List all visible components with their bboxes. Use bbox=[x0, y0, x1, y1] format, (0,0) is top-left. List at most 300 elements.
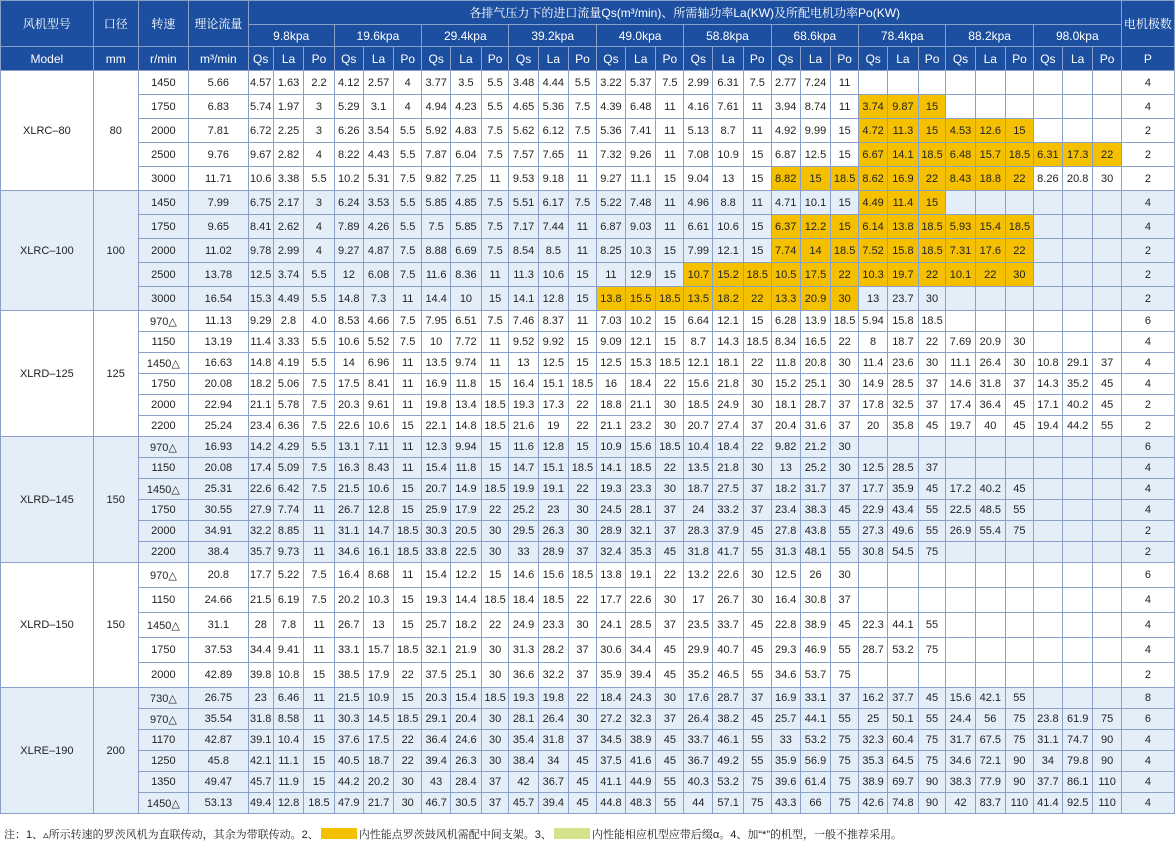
value-cell: 37.6 bbox=[334, 730, 363, 751]
value-cell bbox=[1006, 663, 1034, 688]
value-cell: 4.49 bbox=[273, 287, 303, 311]
value-cell: 53.7 bbox=[800, 663, 830, 688]
value-cell: 5.5 bbox=[304, 353, 334, 374]
value-cell: 18.5 bbox=[304, 793, 334, 814]
value-cell: 5.09 bbox=[273, 458, 303, 479]
value-cell: 14.1 bbox=[509, 287, 538, 311]
value-cell: 55 bbox=[1006, 688, 1034, 709]
value-cell: 23.6 bbox=[888, 353, 918, 374]
pole-cell: 4 bbox=[1121, 613, 1174, 638]
value-cell: 23.4 bbox=[771, 500, 800, 521]
value-cell bbox=[1006, 311, 1034, 332]
value-cell: 5.62 bbox=[509, 119, 538, 143]
speed-cell: 3000 bbox=[138, 167, 188, 191]
value-cell: 19.7 bbox=[946, 416, 975, 437]
value-cell: 15.7 bbox=[975, 143, 1005, 167]
flow-cell: 45.8 bbox=[189, 751, 249, 772]
value-cell bbox=[1033, 95, 1062, 119]
value-cell: 37 bbox=[656, 500, 684, 521]
value-cell: 6.19 bbox=[273, 588, 303, 613]
sub-header-la: La bbox=[538, 47, 568, 71]
value-cell: 31.1 bbox=[1033, 730, 1062, 751]
value-cell: 22 bbox=[1006, 167, 1034, 191]
value-cell: 9.67 bbox=[248, 143, 273, 167]
value-cell: 9.26 bbox=[626, 143, 656, 167]
value-cell: 30 bbox=[743, 588, 771, 613]
value-cell: 8.22 bbox=[334, 143, 363, 167]
pole-cell: 4 bbox=[1121, 588, 1174, 613]
value-cell: 6.31 bbox=[1033, 143, 1062, 167]
value-cell: 23.8 bbox=[1033, 709, 1062, 730]
value-cell: 20.9 bbox=[975, 332, 1005, 353]
pressure-header: 49.0kpa bbox=[596, 25, 683, 47]
value-cell: 7.69 bbox=[946, 332, 975, 353]
value-cell: 75 bbox=[918, 730, 946, 751]
pressure-header: 19.6kpa bbox=[334, 25, 421, 47]
sub-header-qs: Qs bbox=[248, 47, 273, 71]
value-cell: 6.26 bbox=[334, 119, 363, 143]
value-cell: 30 bbox=[656, 688, 684, 709]
value-cell: 29.9 bbox=[684, 638, 713, 663]
flow-cell: 6.83 bbox=[189, 95, 249, 119]
value-cell: 75 bbox=[1093, 709, 1121, 730]
bore-cell: 200 bbox=[93, 688, 138, 814]
value-cell bbox=[859, 437, 888, 458]
value-cell: 45 bbox=[743, 521, 771, 542]
value-cell: 12.8 bbox=[273, 793, 303, 814]
speed-cell: 1750 bbox=[138, 95, 188, 119]
pole-cell: 2 bbox=[1121, 521, 1174, 542]
value-cell bbox=[1033, 458, 1062, 479]
value-cell: 8.8 bbox=[713, 191, 743, 215]
value-cell: 11 bbox=[743, 119, 771, 143]
value-cell: 15.2 bbox=[713, 263, 743, 287]
value-cell: 13.8 bbox=[888, 215, 918, 239]
value-cell: 15 bbox=[743, 215, 771, 239]
value-cell: 7.5 bbox=[394, 311, 422, 332]
value-cell: 55 bbox=[918, 521, 946, 542]
value-cell: 12.5 bbox=[596, 353, 625, 374]
value-cell: 31.8 bbox=[684, 542, 713, 563]
value-cell: 15 bbox=[831, 143, 859, 167]
value-cell: 7.5 bbox=[569, 191, 597, 215]
value-cell: 38.9 bbox=[800, 613, 830, 638]
value-cell: 3.74 bbox=[273, 263, 303, 287]
value-cell: 13 bbox=[509, 353, 538, 374]
value-cell: 33.2 bbox=[713, 500, 743, 521]
value-cell: 10.6 bbox=[538, 263, 568, 287]
value-cell: 5.36 bbox=[596, 119, 625, 143]
value-cell: 6.24 bbox=[334, 191, 363, 215]
value-cell: 7.87 bbox=[422, 143, 451, 167]
value-cell: 15.8 bbox=[888, 311, 918, 332]
value-cell: 64.5 bbox=[888, 751, 918, 772]
value-cell: 18.5 bbox=[656, 437, 684, 458]
value-cell: 14.9 bbox=[451, 479, 481, 500]
value-cell: 10.6 bbox=[334, 332, 363, 353]
table-row bbox=[1, 479, 1175, 500]
value-cell: 18.5 bbox=[569, 563, 597, 588]
value-cell bbox=[1062, 479, 1092, 500]
value-cell bbox=[975, 563, 1005, 588]
table-row bbox=[1, 588, 1175, 613]
value-cell bbox=[1062, 613, 1092, 638]
flow-cell: 11.13 bbox=[189, 311, 249, 332]
value-cell: 12.1 bbox=[626, 332, 656, 353]
value-cell: 37 bbox=[656, 613, 684, 638]
value-cell: 90 bbox=[1006, 772, 1034, 793]
value-cell: 7.61 bbox=[713, 95, 743, 119]
value-cell: 18.5 bbox=[481, 588, 509, 613]
value-cell: 46.1 bbox=[713, 730, 743, 751]
value-cell: 12.8 bbox=[538, 437, 568, 458]
value-cell: 5.22 bbox=[596, 191, 625, 215]
value-cell: 14.8 bbox=[248, 353, 273, 374]
value-cell bbox=[1006, 458, 1034, 479]
value-cell: 33.7 bbox=[684, 730, 713, 751]
value-cell: 7.74 bbox=[273, 500, 303, 521]
value-cell: 90 bbox=[1093, 730, 1121, 751]
value-cell bbox=[888, 563, 918, 588]
value-cell: 8.37 bbox=[538, 311, 568, 332]
value-cell: 10.8 bbox=[1033, 353, 1062, 374]
value-cell: 42 bbox=[509, 772, 538, 793]
value-cell: 11 bbox=[481, 332, 509, 353]
value-cell: 11 bbox=[743, 191, 771, 215]
pole-header: 电机极数 bbox=[1121, 1, 1174, 47]
speed-header: 转速 bbox=[138, 1, 188, 47]
value-cell: 12.1 bbox=[713, 239, 743, 263]
pole-cell: 4 bbox=[1121, 71, 1174, 95]
sub-header-la: La bbox=[626, 47, 656, 71]
value-cell: 13 bbox=[713, 167, 743, 191]
value-cell bbox=[1062, 688, 1092, 709]
table-row bbox=[1, 71, 1175, 95]
value-cell: 37.7 bbox=[1033, 772, 1062, 793]
value-cell: 9.94 bbox=[451, 437, 481, 458]
value-cell: 28.7 bbox=[713, 688, 743, 709]
value-cell: 8.41 bbox=[248, 215, 273, 239]
value-cell: 7.32 bbox=[596, 143, 625, 167]
value-cell: 13.5 bbox=[684, 458, 713, 479]
value-cell: 30 bbox=[831, 458, 859, 479]
value-cell: 30 bbox=[1006, 353, 1034, 374]
table-row bbox=[1, 458, 1175, 479]
model-cell: XLRD–145 bbox=[1, 437, 94, 563]
value-cell: 14.3 bbox=[713, 332, 743, 353]
value-cell: 6.64 bbox=[684, 311, 713, 332]
value-cell: 11 bbox=[394, 374, 422, 395]
value-cell: 32.5 bbox=[888, 395, 918, 416]
value-cell: 37 bbox=[743, 500, 771, 521]
value-cell: 22 bbox=[743, 437, 771, 458]
value-cell: 8.82 bbox=[771, 167, 800, 191]
value-cell: 32.3 bbox=[626, 709, 656, 730]
value-cell: 18.5 bbox=[626, 458, 656, 479]
value-cell: 22 bbox=[569, 588, 597, 613]
value-cell: 19.3 bbox=[596, 479, 625, 500]
sub-header-la: La bbox=[975, 47, 1005, 71]
value-cell: 12.3 bbox=[422, 437, 451, 458]
model-header: 风机型号 bbox=[1, 1, 94, 47]
value-cell: 57.1 bbox=[713, 793, 743, 814]
value-cell: 45.7 bbox=[248, 772, 273, 793]
value-cell bbox=[1062, 521, 1092, 542]
value-cell: 7.5 bbox=[481, 215, 509, 239]
value-cell bbox=[1006, 71, 1034, 95]
value-cell: 12 bbox=[334, 263, 363, 287]
value-cell: 30 bbox=[481, 730, 509, 751]
value-cell: 10.6 bbox=[363, 479, 393, 500]
value-cell: 75 bbox=[743, 793, 771, 814]
value-cell: 56.9 bbox=[800, 751, 830, 772]
table-row bbox=[1, 500, 1175, 521]
value-cell: 15 bbox=[481, 437, 509, 458]
value-cell: 22 bbox=[569, 416, 597, 437]
value-cell: 4.29 bbox=[273, 437, 303, 458]
value-cell: 37 bbox=[1006, 374, 1034, 395]
value-cell: 18.7 bbox=[684, 479, 713, 500]
value-cell: 75 bbox=[831, 772, 859, 793]
value-cell bbox=[1093, 613, 1121, 638]
table-row bbox=[1, 793, 1175, 814]
flow-cell: 25.24 bbox=[189, 416, 249, 437]
value-cell: 23.3 bbox=[538, 613, 568, 638]
value-cell: 18.4 bbox=[626, 374, 656, 395]
value-cell: 15.6 bbox=[946, 688, 975, 709]
value-cell bbox=[1033, 588, 1062, 613]
value-cell: 4.65 bbox=[509, 95, 538, 119]
value-cell: 30 bbox=[831, 287, 859, 311]
value-cell: 4 bbox=[394, 95, 422, 119]
value-cell: 11 bbox=[481, 353, 509, 374]
value-cell: 26.4 bbox=[684, 709, 713, 730]
value-cell: 28.1 bbox=[509, 709, 538, 730]
value-cell: 7.5 bbox=[481, 143, 509, 167]
value-cell: 15 bbox=[831, 191, 859, 215]
value-cell: 13.5 bbox=[422, 353, 451, 374]
value-cell bbox=[1033, 479, 1062, 500]
value-cell: 77.9 bbox=[975, 772, 1005, 793]
value-cell: 28.9 bbox=[596, 521, 625, 542]
value-cell: 13.2 bbox=[684, 563, 713, 588]
value-cell: 20.4 bbox=[451, 709, 481, 730]
table-row bbox=[1, 287, 1175, 311]
speed-cell: 1750 bbox=[138, 500, 188, 521]
value-cell: 11.1 bbox=[273, 751, 303, 772]
value-cell: 36.6 bbox=[509, 663, 538, 688]
value-cell: 37 bbox=[743, 416, 771, 437]
value-cell: 12.8 bbox=[538, 287, 568, 311]
value-cell: 25.7 bbox=[422, 613, 451, 638]
value-cell: 33.1 bbox=[800, 688, 830, 709]
value-cell: 18.5 bbox=[481, 479, 509, 500]
flow-cell: 38.4 bbox=[189, 542, 249, 563]
value-cell: 19.3 bbox=[509, 688, 538, 709]
value-cell: 4.49 bbox=[859, 191, 888, 215]
sub-header-po: Po bbox=[304, 47, 334, 71]
value-cell: 3.94 bbox=[771, 95, 800, 119]
value-cell: 31.7 bbox=[946, 730, 975, 751]
value-cell: 30 bbox=[569, 709, 597, 730]
value-cell: 20 bbox=[859, 416, 888, 437]
value-cell: 32.3 bbox=[859, 730, 888, 751]
value-cell: 45 bbox=[918, 688, 946, 709]
value-cell: 19.4 bbox=[1033, 416, 1062, 437]
value-cell: 12.5 bbox=[248, 263, 273, 287]
speed-cell: 3000 bbox=[138, 287, 188, 311]
value-cell: 35.7 bbox=[248, 542, 273, 563]
value-cell: 22.6 bbox=[626, 588, 656, 613]
value-cell: 25.1 bbox=[800, 374, 830, 395]
value-cell: 39.1 bbox=[248, 730, 273, 751]
value-cell: 11 bbox=[394, 287, 422, 311]
value-cell: 38.9 bbox=[626, 730, 656, 751]
value-cell: 3.22 bbox=[596, 71, 625, 95]
value-cell: 41.4 bbox=[1033, 793, 1062, 814]
value-cell: 17.5 bbox=[800, 263, 830, 287]
value-cell: 55 bbox=[656, 793, 684, 814]
value-cell: 15 bbox=[1006, 119, 1034, 143]
pole-cell: 2 bbox=[1121, 263, 1174, 287]
value-cell: 9.03 bbox=[626, 215, 656, 239]
table-row bbox=[1, 663, 1175, 688]
value-cell: 5.5 bbox=[304, 332, 334, 353]
value-cell bbox=[1033, 663, 1062, 688]
value-cell: 40.7 bbox=[713, 638, 743, 663]
value-cell: 6.08 bbox=[363, 263, 393, 287]
value-cell: 15.1 bbox=[538, 458, 568, 479]
flow-cell: 24.66 bbox=[189, 588, 249, 613]
value-cell: 30 bbox=[481, 663, 509, 688]
value-cell: 7.5 bbox=[304, 395, 334, 416]
speed-cell: 2000 bbox=[138, 521, 188, 542]
pole-unit: P bbox=[1121, 47, 1174, 71]
value-cell: 7.5 bbox=[481, 119, 509, 143]
value-cell: 11.3 bbox=[509, 263, 538, 287]
value-cell: 5.85 bbox=[451, 215, 481, 239]
value-cell: 35.2 bbox=[684, 663, 713, 688]
value-cell: 7.5 bbox=[481, 239, 509, 263]
value-cell: 69.7 bbox=[888, 772, 918, 793]
value-cell bbox=[946, 437, 975, 458]
value-cell bbox=[946, 613, 975, 638]
value-cell: 13.3 bbox=[771, 287, 800, 311]
value-cell: 7.5 bbox=[394, 239, 422, 263]
value-cell: 2.25 bbox=[273, 119, 303, 143]
sub-header-qs: Qs bbox=[771, 47, 800, 71]
value-cell: 26.7 bbox=[334, 500, 363, 521]
value-cell: 2.82 bbox=[273, 143, 303, 167]
value-cell: 18.5 bbox=[569, 458, 597, 479]
value-cell: 16.1 bbox=[363, 542, 393, 563]
value-cell: 20.4 bbox=[771, 416, 800, 437]
value-cell: 22 bbox=[831, 263, 859, 287]
bore-unit: mm bbox=[93, 47, 138, 71]
value-cell: 5.5 bbox=[304, 437, 334, 458]
value-cell: 56 bbox=[975, 709, 1005, 730]
value-cell: 2.8 bbox=[273, 311, 303, 332]
value-cell bbox=[1093, 663, 1121, 688]
sub-header-po: Po bbox=[743, 47, 771, 71]
value-cell: 2.62 bbox=[273, 215, 303, 239]
model-cell: XLRE–190 bbox=[1, 688, 94, 814]
value-cell: 8.74 bbox=[800, 95, 830, 119]
value-cell: 11 bbox=[394, 437, 422, 458]
table-row bbox=[1, 751, 1175, 772]
value-cell: 28.5 bbox=[888, 374, 918, 395]
value-cell: 22.6 bbox=[334, 416, 363, 437]
value-cell: 22 bbox=[569, 395, 597, 416]
value-cell: 37 bbox=[831, 395, 859, 416]
value-cell: 16 bbox=[596, 374, 625, 395]
value-cell: 22 bbox=[394, 663, 422, 688]
value-cell: 45 bbox=[1006, 416, 1034, 437]
value-cell: 21.9 bbox=[451, 638, 481, 663]
table-row bbox=[1, 542, 1175, 563]
pole-cell: 2 bbox=[1121, 663, 1174, 688]
value-cell: 8.36 bbox=[451, 263, 481, 287]
table-row bbox=[1, 353, 1175, 374]
value-cell: 37 bbox=[918, 458, 946, 479]
speed-cell: 730△ bbox=[138, 688, 188, 709]
value-cell: 11.4 bbox=[248, 332, 273, 353]
sub-header-qs: Qs bbox=[509, 47, 538, 71]
sub-header-la: La bbox=[451, 47, 481, 71]
flow-cell: 53.13 bbox=[189, 793, 249, 814]
value-cell: 3.1 bbox=[363, 95, 393, 119]
table-row bbox=[1, 416, 1175, 437]
value-cell: 9.09 bbox=[596, 332, 625, 353]
speed-unit: r/min bbox=[138, 47, 188, 71]
value-cell: 6.14 bbox=[859, 215, 888, 239]
value-cell: 33.1 bbox=[334, 638, 363, 663]
value-cell: 14.5 bbox=[363, 709, 393, 730]
flow-cell: 16.63 bbox=[189, 353, 249, 374]
value-cell: 18.2 bbox=[248, 374, 273, 395]
value-cell: 110 bbox=[1093, 772, 1121, 793]
value-cell bbox=[888, 663, 918, 688]
value-cell: 22.1 bbox=[422, 416, 451, 437]
value-cell bbox=[1093, 239, 1121, 263]
value-cell: 61.9 bbox=[1062, 709, 1092, 730]
value-cell: 74.7 bbox=[1062, 730, 1092, 751]
value-cell: 40 bbox=[975, 416, 1005, 437]
value-cell: 11 bbox=[304, 688, 334, 709]
value-cell: 8.54 bbox=[509, 239, 538, 263]
value-cell: 38.3 bbox=[946, 772, 975, 793]
value-cell: 15 bbox=[569, 263, 597, 287]
value-cell: 18.8 bbox=[975, 167, 1005, 191]
flow-cell: 11.02 bbox=[189, 239, 249, 263]
value-cell: 16.9 bbox=[771, 688, 800, 709]
value-cell bbox=[946, 95, 975, 119]
value-cell: 5.22 bbox=[273, 563, 303, 588]
value-cell: 45 bbox=[569, 772, 597, 793]
value-cell: 9.27 bbox=[334, 239, 363, 263]
value-cell bbox=[888, 437, 918, 458]
value-cell: 37 bbox=[1093, 353, 1121, 374]
value-cell: 12.8 bbox=[363, 500, 393, 521]
value-cell: 9.52 bbox=[509, 332, 538, 353]
value-cell bbox=[1062, 458, 1092, 479]
value-cell: 37.7 bbox=[888, 688, 918, 709]
value-cell: 15 bbox=[394, 688, 422, 709]
flow-cell: 16.54 bbox=[189, 287, 249, 311]
value-cell: 5.36 bbox=[538, 95, 568, 119]
value-cell: 13.8 bbox=[596, 287, 625, 311]
speed-cell: 1150 bbox=[138, 332, 188, 353]
